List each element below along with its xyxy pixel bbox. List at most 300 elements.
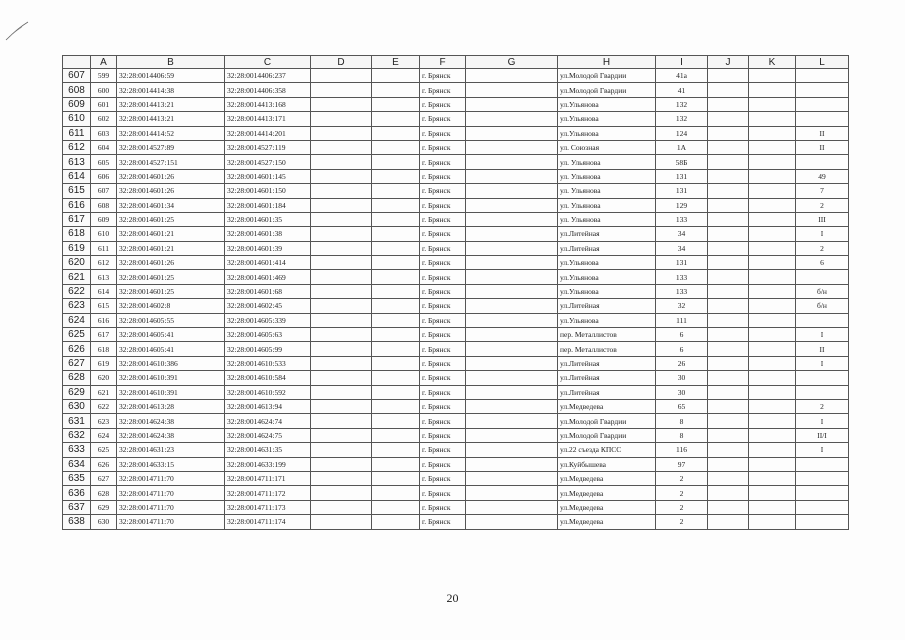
cell-l[interactable]: 2 bbox=[796, 241, 849, 255]
cell-a[interactable]: 603 bbox=[91, 126, 117, 140]
cell-l[interactable]: 6 bbox=[796, 256, 849, 270]
cell-b[interactable]: 32:28:0014527:151 bbox=[117, 155, 225, 169]
cell-i[interactable]: 41а bbox=[656, 69, 708, 83]
cell-a[interactable]: 630 bbox=[91, 515, 117, 529]
cell-b[interactable]: 32:28:0014414:52 bbox=[117, 126, 225, 140]
cell-j[interactable] bbox=[708, 515, 749, 529]
cell-k[interactable] bbox=[749, 69, 796, 83]
cell-h[interactable]: ул.Молодой Гвардии bbox=[558, 414, 656, 428]
cell-a[interactable]: 599 bbox=[91, 69, 117, 83]
cell-f[interactable]: г. Брянск bbox=[420, 169, 466, 183]
row-number[interactable]: 611 bbox=[63, 126, 91, 140]
row-number[interactable]: 614 bbox=[63, 169, 91, 183]
cell-f[interactable]: г. Брянск bbox=[420, 155, 466, 169]
cell-h[interactable]: ул.Куйбышева bbox=[558, 457, 656, 471]
cell-a[interactable]: 625 bbox=[91, 443, 117, 457]
cell-j[interactable] bbox=[708, 399, 749, 413]
cell-c[interactable]: 32:28:0014527:119 bbox=[225, 140, 311, 154]
cell-g[interactable] bbox=[466, 270, 558, 284]
cell-e[interactable] bbox=[372, 356, 420, 370]
cell-i[interactable]: 2 bbox=[656, 500, 708, 514]
cell-d[interactable] bbox=[311, 515, 372, 529]
cell-d[interactable] bbox=[311, 97, 372, 111]
cell-k[interactable] bbox=[749, 212, 796, 226]
cell-b[interactable]: 32:28:0014527:89 bbox=[117, 140, 225, 154]
cell-l[interactable]: б/н bbox=[796, 299, 849, 313]
cell-a[interactable]: 618 bbox=[91, 342, 117, 356]
cell-h[interactable]: ул.Литейная bbox=[558, 227, 656, 241]
cell-d[interactable] bbox=[311, 155, 372, 169]
cell-k[interactable] bbox=[749, 83, 796, 97]
row-number[interactable]: 638 bbox=[63, 515, 91, 529]
cell-g[interactable] bbox=[466, 385, 558, 399]
cell-j[interactable] bbox=[708, 486, 749, 500]
cell-k[interactable] bbox=[749, 414, 796, 428]
cell-e[interactable] bbox=[372, 284, 420, 298]
cell-c[interactable]: 32:28:0014406:237 bbox=[225, 69, 311, 83]
cell-e[interactable] bbox=[372, 169, 420, 183]
column-header-i[interactable]: I bbox=[656, 56, 708, 69]
cell-f[interactable]: г. Брянск bbox=[420, 414, 466, 428]
cell-d[interactable] bbox=[311, 486, 372, 500]
cell-h[interactable]: ул.Ульянова bbox=[558, 126, 656, 140]
cell-b[interactable]: 32:28:0014624:38 bbox=[117, 428, 225, 442]
cell-f[interactable]: г. Брянск bbox=[420, 443, 466, 457]
cell-l[interactable] bbox=[796, 155, 849, 169]
cell-f[interactable]: г. Брянск bbox=[420, 385, 466, 399]
cell-e[interactable] bbox=[372, 126, 420, 140]
cell-f[interactable]: г. Брянск bbox=[420, 299, 466, 313]
cell-f[interactable]: г. Брянск bbox=[420, 69, 466, 83]
cell-l[interactable] bbox=[796, 371, 849, 385]
cell-d[interactable] bbox=[311, 399, 372, 413]
cell-k[interactable] bbox=[749, 256, 796, 270]
cell-j[interactable] bbox=[708, 97, 749, 111]
row-number[interactable]: 620 bbox=[63, 256, 91, 270]
row-number[interactable]: 633 bbox=[63, 443, 91, 457]
cell-l[interactable] bbox=[796, 500, 849, 514]
row-number[interactable]: 636 bbox=[63, 486, 91, 500]
cell-b[interactable]: 32:28:0014601:25 bbox=[117, 212, 225, 226]
cell-g[interactable] bbox=[466, 457, 558, 471]
cell-j[interactable] bbox=[708, 371, 749, 385]
cell-g[interactable] bbox=[466, 227, 558, 241]
cell-b[interactable]: 32:28:0014601:26 bbox=[117, 256, 225, 270]
cell-d[interactable] bbox=[311, 500, 372, 514]
cell-k[interactable] bbox=[749, 443, 796, 457]
cell-h[interactable]: ул.22 съезда КПСС bbox=[558, 443, 656, 457]
cell-d[interactable] bbox=[311, 126, 372, 140]
cell-h[interactable]: ул.Медведева bbox=[558, 515, 656, 529]
cell-i[interactable]: 131 bbox=[656, 184, 708, 198]
cell-k[interactable] bbox=[749, 342, 796, 356]
cell-b[interactable]: 32:28:0014601:21 bbox=[117, 227, 225, 241]
cell-c[interactable]: 32:28:0014601:35 bbox=[225, 212, 311, 226]
cell-g[interactable] bbox=[466, 284, 558, 298]
cell-e[interactable] bbox=[372, 486, 420, 500]
column-header-c[interactable]: C bbox=[225, 56, 311, 69]
cell-d[interactable] bbox=[311, 471, 372, 485]
cell-g[interactable] bbox=[466, 313, 558, 327]
cell-h[interactable]: ул.Литейная bbox=[558, 356, 656, 370]
cell-j[interactable] bbox=[708, 83, 749, 97]
cell-i[interactable]: 34 bbox=[656, 227, 708, 241]
row-number[interactable]: 610 bbox=[63, 112, 91, 126]
cell-c[interactable]: 32:28:0014601:184 bbox=[225, 198, 311, 212]
cell-f[interactable]: г. Брянск bbox=[420, 284, 466, 298]
cell-g[interactable] bbox=[466, 328, 558, 342]
row-number[interactable]: 634 bbox=[63, 457, 91, 471]
cell-a[interactable]: 616 bbox=[91, 313, 117, 327]
column-header-g[interactable]: G bbox=[466, 56, 558, 69]
cell-g[interactable] bbox=[466, 414, 558, 428]
cell-h[interactable]: ул.Ульянова bbox=[558, 97, 656, 111]
cell-j[interactable] bbox=[708, 169, 749, 183]
cell-c[interactable]: 32:28:0014624:75 bbox=[225, 428, 311, 442]
cell-i[interactable]: 30 bbox=[656, 371, 708, 385]
cell-d[interactable] bbox=[311, 241, 372, 255]
cell-e[interactable] bbox=[372, 198, 420, 212]
cell-l[interactable] bbox=[796, 83, 849, 97]
cell-a[interactable]: 614 bbox=[91, 284, 117, 298]
cell-i[interactable]: 131 bbox=[656, 169, 708, 183]
cell-a[interactable]: 608 bbox=[91, 198, 117, 212]
cell-c[interactable]: 32:28:0014601:469 bbox=[225, 270, 311, 284]
cell-f[interactable]: г. Брянск bbox=[420, 515, 466, 529]
cell-f[interactable]: г. Брянск bbox=[420, 83, 466, 97]
cell-i[interactable]: 8 bbox=[656, 428, 708, 442]
row-number[interactable]: 609 bbox=[63, 97, 91, 111]
cell-h[interactable]: ул. Ульянова bbox=[558, 212, 656, 226]
cell-i[interactable]: 133 bbox=[656, 270, 708, 284]
cell-h[interactable]: ул.Литейная bbox=[558, 299, 656, 313]
cell-c[interactable]: 32:28:0014633:199 bbox=[225, 457, 311, 471]
cell-g[interactable] bbox=[466, 169, 558, 183]
cell-j[interactable] bbox=[708, 457, 749, 471]
cell-e[interactable] bbox=[372, 241, 420, 255]
cell-k[interactable] bbox=[749, 457, 796, 471]
cell-k[interactable] bbox=[749, 371, 796, 385]
cell-i[interactable]: 133 bbox=[656, 284, 708, 298]
cell-a[interactable]: 600 bbox=[91, 83, 117, 97]
cell-j[interactable] bbox=[708, 356, 749, 370]
cell-c[interactable]: 32:28:0014711:172 bbox=[225, 486, 311, 500]
row-number[interactable]: 628 bbox=[63, 371, 91, 385]
cell-e[interactable] bbox=[372, 457, 420, 471]
cell-k[interactable] bbox=[749, 169, 796, 183]
cell-g[interactable] bbox=[466, 356, 558, 370]
cell-l[interactable]: II bbox=[796, 140, 849, 154]
cell-f[interactable]: г. Брянск bbox=[420, 399, 466, 413]
cell-b[interactable]: 32:28:0014711:70 bbox=[117, 486, 225, 500]
cell-l[interactable] bbox=[796, 486, 849, 500]
cell-g[interactable] bbox=[466, 471, 558, 485]
cell-j[interactable] bbox=[708, 428, 749, 442]
cell-g[interactable] bbox=[466, 83, 558, 97]
row-number[interactable]: 630 bbox=[63, 399, 91, 413]
cell-h[interactable]: ул. Ульянова bbox=[558, 198, 656, 212]
cell-b[interactable]: 32:28:0014605:41 bbox=[117, 328, 225, 342]
cell-i[interactable]: 2 bbox=[656, 515, 708, 529]
cell-c[interactable]: 32:28:0014605:99 bbox=[225, 342, 311, 356]
cell-e[interactable] bbox=[372, 313, 420, 327]
cell-l[interactable]: I bbox=[796, 328, 849, 342]
cell-j[interactable] bbox=[708, 69, 749, 83]
cell-k[interactable] bbox=[749, 500, 796, 514]
cell-k[interactable] bbox=[749, 140, 796, 154]
cell-j[interactable] bbox=[708, 155, 749, 169]
cell-g[interactable] bbox=[466, 97, 558, 111]
cell-d[interactable] bbox=[311, 69, 372, 83]
cell-e[interactable] bbox=[372, 399, 420, 413]
row-number[interactable]: 619 bbox=[63, 241, 91, 255]
cell-l[interactable]: I bbox=[796, 443, 849, 457]
cell-i[interactable]: 26 bbox=[656, 356, 708, 370]
row-number[interactable]: 616 bbox=[63, 198, 91, 212]
cell-c[interactable]: 32:28:0014610:592 bbox=[225, 385, 311, 399]
column-header-e[interactable]: E bbox=[372, 56, 420, 69]
cell-j[interactable] bbox=[708, 414, 749, 428]
cell-e[interactable] bbox=[372, 270, 420, 284]
cell-c[interactable]: 32:28:0014610:584 bbox=[225, 371, 311, 385]
cell-g[interactable] bbox=[466, 515, 558, 529]
cell-e[interactable] bbox=[372, 385, 420, 399]
cell-f[interactable]: г. Брянск bbox=[420, 184, 466, 198]
cell-c[interactable]: 32:28:0014413:171 bbox=[225, 112, 311, 126]
column-header-h[interactable]: H bbox=[558, 56, 656, 69]
cell-j[interactable] bbox=[708, 184, 749, 198]
cell-f[interactable]: г. Брянск bbox=[420, 471, 466, 485]
cell-k[interactable] bbox=[749, 112, 796, 126]
cell-d[interactable] bbox=[311, 83, 372, 97]
cell-i[interactable]: 65 bbox=[656, 399, 708, 413]
cell-b[interactable]: 32:28:0014406:59 bbox=[117, 69, 225, 83]
cell-f[interactable]: г. Брянск bbox=[420, 126, 466, 140]
cell-k[interactable] bbox=[749, 198, 796, 212]
cell-c[interactable]: 32:28:0014601:68 bbox=[225, 284, 311, 298]
cell-e[interactable] bbox=[372, 342, 420, 356]
cell-c[interactable]: 32:28:0014601:38 bbox=[225, 227, 311, 241]
cell-a[interactable]: 602 bbox=[91, 112, 117, 126]
cell-e[interactable] bbox=[372, 500, 420, 514]
cell-g[interactable] bbox=[466, 256, 558, 270]
cell-j[interactable] bbox=[708, 198, 749, 212]
cell-h[interactable]: ул.Медведева bbox=[558, 399, 656, 413]
cell-h[interactable]: ул.Молодой Гвардии bbox=[558, 428, 656, 442]
cell-h[interactable]: ул. Ульянова bbox=[558, 169, 656, 183]
cell-e[interactable] bbox=[372, 471, 420, 485]
cell-a[interactable]: 629 bbox=[91, 500, 117, 514]
cell-i[interactable]: 129 bbox=[656, 198, 708, 212]
row-number[interactable]: 629 bbox=[63, 385, 91, 399]
cell-b[interactable]: 32:28:0014601:25 bbox=[117, 284, 225, 298]
cell-i[interactable]: 111 bbox=[656, 313, 708, 327]
cell-d[interactable] bbox=[311, 256, 372, 270]
row-number[interactable]: 631 bbox=[63, 414, 91, 428]
cell-f[interactable]: г. Брянск bbox=[420, 112, 466, 126]
cell-f[interactable]: г. Брянск bbox=[420, 270, 466, 284]
cell-k[interactable] bbox=[749, 428, 796, 442]
cell-c[interactable]: 32:28:0014601:414 bbox=[225, 256, 311, 270]
cell-j[interactable] bbox=[708, 342, 749, 356]
cell-a[interactable]: 627 bbox=[91, 471, 117, 485]
cell-k[interactable] bbox=[749, 155, 796, 169]
cell-e[interactable] bbox=[372, 256, 420, 270]
corner-header[interactable] bbox=[63, 56, 91, 69]
cell-a[interactable]: 604 bbox=[91, 140, 117, 154]
column-header-j[interactable]: J bbox=[708, 56, 749, 69]
cell-f[interactable]: г. Брянск bbox=[420, 227, 466, 241]
cell-f[interactable]: г. Брянск bbox=[420, 486, 466, 500]
cell-j[interactable] bbox=[708, 270, 749, 284]
row-number[interactable]: 613 bbox=[63, 155, 91, 169]
cell-f[interactable]: г. Брянск bbox=[420, 428, 466, 442]
cell-l[interactable]: 7 bbox=[796, 184, 849, 198]
cell-b[interactable]: 32:28:0014605:55 bbox=[117, 313, 225, 327]
cell-j[interactable] bbox=[708, 500, 749, 514]
cell-g[interactable] bbox=[466, 112, 558, 126]
row-number[interactable]: 621 bbox=[63, 270, 91, 284]
cell-j[interactable] bbox=[708, 471, 749, 485]
cell-k[interactable] bbox=[749, 399, 796, 413]
cell-k[interactable] bbox=[749, 328, 796, 342]
cell-a[interactable]: 609 bbox=[91, 212, 117, 226]
cell-a[interactable]: 628 bbox=[91, 486, 117, 500]
cell-j[interactable] bbox=[708, 241, 749, 255]
cell-g[interactable] bbox=[466, 212, 558, 226]
cell-l[interactable] bbox=[796, 97, 849, 111]
cell-a[interactable]: 611 bbox=[91, 241, 117, 255]
cell-f[interactable]: г. Брянск bbox=[420, 212, 466, 226]
cell-c[interactable]: 32:28:0014605:63 bbox=[225, 328, 311, 342]
cell-i[interactable]: 34 bbox=[656, 241, 708, 255]
cell-i[interactable]: 2 bbox=[656, 486, 708, 500]
cell-a[interactable]: 610 bbox=[91, 227, 117, 241]
cell-l[interactable]: III bbox=[796, 212, 849, 226]
cell-d[interactable] bbox=[311, 212, 372, 226]
cell-i[interactable]: 133 bbox=[656, 212, 708, 226]
cell-j[interactable] bbox=[708, 256, 749, 270]
cell-b[interactable]: 32:28:0014601:26 bbox=[117, 184, 225, 198]
cell-j[interactable] bbox=[708, 284, 749, 298]
cell-e[interactable] bbox=[372, 155, 420, 169]
column-header-b[interactable]: B bbox=[117, 56, 225, 69]
cell-c[interactable]: 32:28:0014414:201 bbox=[225, 126, 311, 140]
row-number[interactable]: 607 bbox=[63, 69, 91, 83]
cell-f[interactable]: г. Брянск bbox=[420, 241, 466, 255]
cell-d[interactable] bbox=[311, 140, 372, 154]
cell-k[interactable] bbox=[749, 241, 796, 255]
cell-d[interactable] bbox=[311, 457, 372, 471]
cell-h[interactable]: ул.Литейная bbox=[558, 371, 656, 385]
cell-h[interactable]: ул.Ульянова bbox=[558, 313, 656, 327]
cell-d[interactable] bbox=[311, 443, 372, 457]
cell-b[interactable]: 32:28:0014605:41 bbox=[117, 342, 225, 356]
cell-b[interactable]: 32:28:0014602:8 bbox=[117, 299, 225, 313]
cell-a[interactable]: 615 bbox=[91, 299, 117, 313]
cell-i[interactable]: 116 bbox=[656, 443, 708, 457]
row-number[interactable]: 624 bbox=[63, 313, 91, 327]
row-number[interactable]: 617 bbox=[63, 212, 91, 226]
cell-l[interactable]: II bbox=[796, 126, 849, 140]
cell-a[interactable]: 626 bbox=[91, 457, 117, 471]
cell-j[interactable] bbox=[708, 313, 749, 327]
row-number[interactable]: 612 bbox=[63, 140, 91, 154]
cell-l[interactable] bbox=[796, 112, 849, 126]
cell-i[interactable]: 58Б bbox=[656, 155, 708, 169]
cell-c[interactable]: 32:28:0014613:94 bbox=[225, 399, 311, 413]
cell-c[interactable]: 32:28:0014711:171 bbox=[225, 471, 311, 485]
cell-d[interactable] bbox=[311, 356, 372, 370]
cell-f[interactable]: г. Брянск bbox=[420, 140, 466, 154]
cell-h[interactable]: ул.Литейная bbox=[558, 385, 656, 399]
cell-i[interactable]: 132 bbox=[656, 97, 708, 111]
cell-k[interactable] bbox=[749, 299, 796, 313]
cell-c[interactable]: 32:28:0014624:74 bbox=[225, 414, 311, 428]
cell-c[interactable]: 32:28:0014610:533 bbox=[225, 356, 311, 370]
cell-d[interactable] bbox=[311, 227, 372, 241]
cell-b[interactable]: 32:28:0014610:391 bbox=[117, 371, 225, 385]
cell-h[interactable]: ул.Ульянова bbox=[558, 256, 656, 270]
cell-g[interactable] bbox=[466, 342, 558, 356]
cell-i[interactable]: 6 bbox=[656, 342, 708, 356]
cell-a[interactable]: 622 bbox=[91, 399, 117, 413]
cell-a[interactable]: 612 bbox=[91, 256, 117, 270]
cell-g[interactable] bbox=[466, 140, 558, 154]
cell-c[interactable]: 32:28:0014711:174 bbox=[225, 515, 311, 529]
cell-l[interactable]: 2 bbox=[796, 198, 849, 212]
cell-e[interactable] bbox=[372, 97, 420, 111]
cell-b[interactable]: 32:28:0014631:23 bbox=[117, 443, 225, 457]
cell-f[interactable]: г. Брянск bbox=[420, 457, 466, 471]
cell-d[interactable] bbox=[311, 385, 372, 399]
cell-l[interactable] bbox=[796, 313, 849, 327]
cell-e[interactable] bbox=[372, 83, 420, 97]
cell-h[interactable]: ул.Молодой Гвардии bbox=[558, 69, 656, 83]
cell-l[interactable] bbox=[796, 471, 849, 485]
row-number[interactable]: 615 bbox=[63, 184, 91, 198]
cell-i[interactable]: 97 bbox=[656, 457, 708, 471]
cell-i[interactable]: 124 bbox=[656, 126, 708, 140]
cell-a[interactable]: 617 bbox=[91, 328, 117, 342]
row-number[interactable]: 626 bbox=[63, 342, 91, 356]
cell-g[interactable] bbox=[466, 500, 558, 514]
cell-g[interactable] bbox=[466, 486, 558, 500]
cell-f[interactable]: г. Брянск bbox=[420, 342, 466, 356]
cell-h[interactable]: ул.Ульянова bbox=[558, 284, 656, 298]
cell-e[interactable] bbox=[372, 515, 420, 529]
cell-d[interactable] bbox=[311, 270, 372, 284]
cell-i[interactable]: 41 bbox=[656, 83, 708, 97]
cell-f[interactable]: г. Брянск bbox=[420, 356, 466, 370]
cell-l[interactable] bbox=[796, 385, 849, 399]
cell-i[interactable]: 8 bbox=[656, 414, 708, 428]
cell-f[interactable]: г. Брянск bbox=[420, 328, 466, 342]
column-header-a[interactable]: A bbox=[91, 56, 117, 69]
cell-g[interactable] bbox=[466, 126, 558, 140]
cell-l[interactable]: 2 bbox=[796, 399, 849, 413]
cell-k[interactable] bbox=[749, 97, 796, 111]
cell-j[interactable] bbox=[708, 328, 749, 342]
cell-h[interactable]: ул.Литейная bbox=[558, 241, 656, 255]
cell-i[interactable]: 1А bbox=[656, 140, 708, 154]
cell-g[interactable] bbox=[466, 399, 558, 413]
cell-l[interactable]: I bbox=[796, 356, 849, 370]
cell-d[interactable] bbox=[311, 198, 372, 212]
cell-k[interactable] bbox=[749, 227, 796, 241]
row-number[interactable]: 632 bbox=[63, 428, 91, 442]
cell-k[interactable] bbox=[749, 515, 796, 529]
